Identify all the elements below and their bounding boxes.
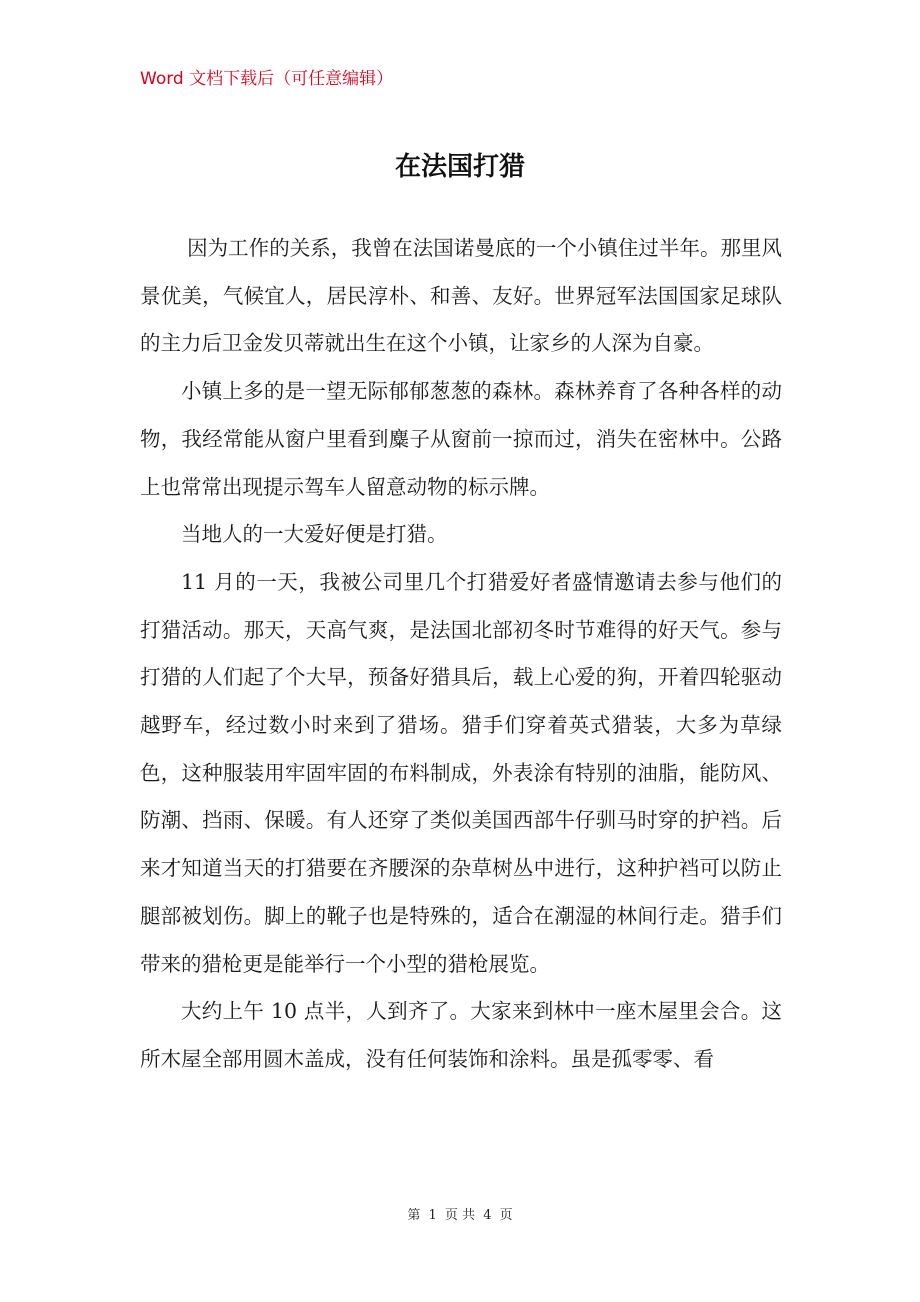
page-number-footer xyxy=(0,1206,920,1226)
footer-total-pages: 4 xyxy=(483,1208,492,1223)
footer-prefix: 第 xyxy=(407,1208,421,1223)
paragraph-2: 小镇上多的是一望无际郁郁葱葱的森林。森林养育了各种各样的动物，我经常能从窗户里看到麋子从窗前一掠而过，消失在密林中。公路上也常常出现提示驾车人留意动物的标示牌。 xyxy=(140,379,782,499)
document-body xyxy=(140,225,782,1084)
footer-current-page: 1 xyxy=(428,1208,437,1223)
document-title: 在法国打猎 xyxy=(394,152,525,182)
footer-middle: 页 共 xyxy=(444,1208,476,1223)
paragraph-3: 当地人的一大爱好便是打猎。 xyxy=(181,522,448,547)
download-note: Word 文档下载后（可任意编辑） xyxy=(140,69,394,89)
paragraph-1: 因为工作的关系，我曾在法国诺曼底的一个小镇住过半年。那里风景优美，气候宜人，居民淳朴、和善、友好。世界冠军法国国家足球队的主力后卫金发贝蒂就出生在这个小镇，让家乡的人深为自豪。 xyxy=(140,236,782,356)
footer-suffix: 页 xyxy=(499,1208,513,1223)
paragraph-5: 大约上午 10 点半，人到齐了。大家来到林中一座木屋里会合。这所木屋全部用圆木盖成，没有任何装饰和涂料。虽是孤零零、看 xyxy=(140,999,782,1071)
paragraph-4: 11 月的一天，我被公司里几个打猎爱好者盛情邀请去参与他们的打猎活动。那天，天高气爽，是法国北部初冬时节难得的好天气。参与打猎的人们起了个大早，预备好猎具后，载上心爱的狗，开着四轮驱动越野车，经过数小时来到了猎场。猎手们穿着英式猎装，大多为草绿色，这种服装用牢固牢固的布料制成，外表涂有特别的油脂，能防风、防潮、挡雨、保暖。有人还穿了类似美国西部牛仔驯马时穿的护裆。后来才知道当天的打猎要在齐腰深的杂草树丛中进行，这种护裆可以防止腿部被划伤。脚上的靴子也是特殊的，适合在潮湿的林间行走。猎手们带来的猎枪更是能举行一个小型的猎枪展览。 xyxy=(140,569,782,976)
